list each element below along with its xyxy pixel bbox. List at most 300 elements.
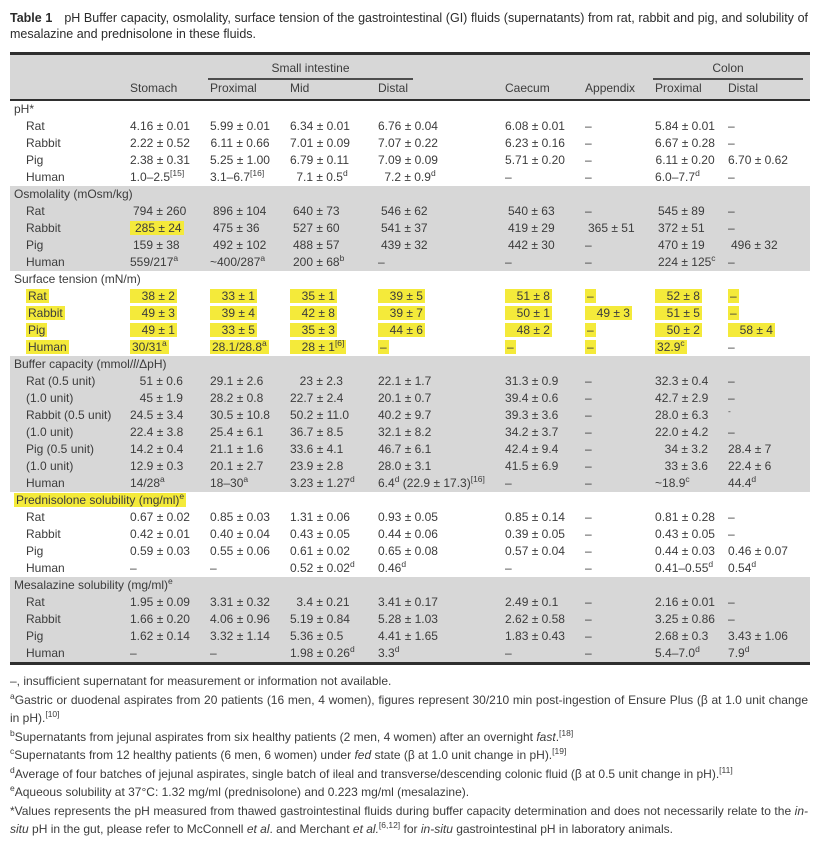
table-cell: 48 ± 2 [503,322,583,339]
table-row [10,645,810,664]
table-cell: – [585,170,592,184]
table-cell: 6.79 ± 0.11 [290,153,350,167]
table-cell: – [585,374,592,388]
table-cell: 39 ± 5 [376,288,503,305]
table-cell: 49 ± 3 [128,305,208,322]
table-cell: 52 ± 8 [653,288,726,305]
table-cell: – [728,425,735,439]
table-cell: – [728,612,735,626]
row-label: Pig [26,629,44,643]
table-cell: 22.0 ± 4.2 [655,425,709,439]
table-cell: 0.85 ± 0.14 [505,510,565,524]
table-row [10,628,810,645]
column-group-header [208,54,503,82]
table-cell: 0.93 ± 0.05 [378,510,438,524]
table-row [10,288,810,305]
row-label: Pig [26,238,44,252]
table-cell: 28.0 ± 6.3 [655,408,709,422]
table-cell: – [585,595,592,609]
table-cell: 51 ± 5 [653,305,726,322]
table-cell: 35 ± 1 [288,288,376,305]
table-cell: 28 ± 1[6] [288,339,376,356]
table-cell: 28.2 ± 0.8 [210,391,264,405]
table-cell: 2.38 ± 0.31 [130,153,190,167]
footnote: $^b$Supernatants from jejunal aspirates from six healthy patients (2 men, 4 women) after an overnight fast.[18] [10,727,574,744]
table-row [10,407,810,424]
table-cell: 30/31$^a$ [132,338,167,354]
table-cell: 0.46$^d$ [378,559,407,575]
table-cell: 42 ± 8 [288,305,376,322]
table-cell: 3.1–6.7[16] [210,168,265,184]
table-cell: – [728,510,735,524]
table-cell: 42.7 ± 2.9 [655,391,709,405]
column-group-label: Small intestine [208,61,413,80]
table-cell: 14.2 ± 0.4 [130,442,184,456]
table-cell: – [130,561,137,575]
table-row [10,152,810,169]
table-row [10,560,810,577]
table-row [10,594,810,611]
table-cell: 3.23 ± 1.27$^d$ [290,474,355,490]
table-cell: 5.36 ± 0.5 [290,629,344,643]
table-cell: 0.55 ± 0.06 [210,544,270,558]
table-cell: ~18.9$^c$ [655,474,690,490]
table-cell: 7.9$^d$ [728,644,750,660]
table-cell: 6.34 ± 0.01 [290,119,350,133]
table-cell: 24.5 ± 3.4 [130,408,184,422]
footnote: $^c$Supernatants from 12 healthy patients (6 men, 6 women) under fed state (β at 1.0 unit change in pH).[19] [10,746,567,762]
table-cell: 44 ± 6 [376,322,503,339]
table-cell: 7.1 ± 0.5$^d$ [296,168,348,184]
row-label: Rat [26,204,45,218]
table-cell: 0.65 ± 0.08 [378,544,438,558]
table-cell: – [505,646,512,660]
row-label: Human [26,170,65,184]
table-cell: 20.1 ± 0.7 [378,391,432,405]
footnotes [10,672,808,839]
table-cell: – [587,340,594,354]
row-label: Rabbit [26,136,61,150]
table-row [10,458,810,475]
table-cell: 25.4 ± 6.1 [210,425,264,439]
table-cell: 49 ± 3 [583,305,653,322]
table-cell: – [728,255,735,269]
table-cell: – [728,595,735,609]
table-cell: 0.57 ± 0.04 [505,544,565,558]
table-cell: 7.2 ± 0.9$^d$ [384,168,436,184]
table-cell: 896 ± 104 [212,204,267,218]
table-cell: – [585,544,592,558]
row-label: Pig [26,544,44,558]
column-header: Proximal [655,81,702,95]
table-cell: – [728,391,735,405]
table-cell: 492 ± 102 [212,238,267,252]
footnote: $^e$Aqueous solubility at 37°C: 1.32 mg/ml (prednisolone) and 0.223 mg/ml (mesalazine). [10,783,470,799]
table-cell: 488 ± 57 [292,238,340,252]
table-cell: 2.22 ± 0.52 [130,136,190,150]
table-cell: 0.85 ± 0.03 [210,510,270,524]
table-cell: 365 ± 51 [587,221,635,235]
table-cell: 3.25 ± 0.86 [655,612,715,626]
table-cell: 6.23 ± 0.16 [505,136,565,150]
table-cell: – [130,646,137,660]
table-cell: 4.41 ± 1.65 [378,629,438,643]
table-cell: – [730,289,737,303]
row-label: Human [26,646,65,660]
table-cell: 33 ± 3.6 [664,459,708,473]
table-cell: 2.49 ± 0.1 [505,595,559,609]
table-cell: 6.08 ± 0.01 [505,119,565,133]
table-cell: 29.1 ± 2.6 [210,374,264,388]
table-cell: 51 ± 0.6 [139,374,183,388]
table-cell: 527 ± 60 [292,221,340,235]
row-label: Rat (0.5 unit) [26,374,96,388]
row-label: Human [28,340,67,354]
table-cell: – [378,255,385,269]
table-cell: 3.3$^d$ [378,644,400,660]
table-cell: 3.32 ± 1.14 [210,629,270,643]
table-cell: 4.06 ± 0.96 [210,612,270,626]
table-cell: – [585,136,592,150]
section-header: Mesalazine solubility $(mg/ml)^e$ [14,576,173,592]
table-cell: 0.54$^d$ [728,559,757,575]
table-cell: 42.4 ± 9.4 [505,442,559,456]
table-cell: 51 ± 8 [503,288,583,305]
footnote: –, insufficient supernatant for measurement or information not available. [10,674,392,688]
table-cell: 0.44 ± 0.03 [655,544,715,558]
table-cell: – [728,204,735,218]
table-cell: 5.19 ± 0.84 [290,612,350,626]
table-cell: – [585,612,592,626]
table-cell: 3.31 ± 0.32 [210,595,270,609]
footnote: $^a$Gastric or duodenal aspirates from 20 patients (16 men, 4 women), figures represent 30/210 min post-ingestion of Ensure Plus (β at 1.0 unit change in pH).[10] [10,690,808,725]
table-cell: – [585,527,592,541]
table-cell: 6.11 ± 0.20 [655,153,715,167]
table-row [10,441,810,458]
table-row [10,203,810,220]
table-row [10,254,810,271]
table-cell: 0.41–0.55$^d$ [655,559,714,575]
section-header: Buffer capacity (mmol/l/ΔpH) [14,357,167,371]
table-cell: 419 ± 29 [507,221,555,235]
row-label: Rabbit (0.5 unit) [26,408,112,422]
table-cell: 5.84 ± 0.01 [655,119,715,133]
table-cell: ~400/287$^a$ [210,253,266,269]
column-header: Stomach [130,81,178,95]
table-cell: 0.67 ± 0.02 [130,510,190,524]
table-cell: 44.4$^d$ [728,474,757,490]
table-cell: – [585,561,592,575]
table-cell: – [585,204,592,218]
table-cell: – [728,527,735,541]
table-cell: 475 ± 36 [212,221,260,235]
table-cell: – [585,119,592,133]
table-cell: 3.4 ± 0.21 [296,595,350,609]
table-cell: 23 ± 2.3 [299,374,343,388]
table-cell: 33.6 ± 4.1 [290,442,344,456]
table-cell: – [728,374,735,388]
table-cell: 46.7 ± 6.1 [378,442,432,456]
table-cell: 31.3 ± 0.9 [505,374,559,388]
table-cell: – [585,476,592,490]
table-cell: – [728,119,735,133]
table-row [10,220,810,237]
column-group-spacer [503,54,653,82]
table-caption [10,10,808,42]
table-cell: 1.62 ± 0.14 [130,629,190,643]
row-label: (1.0 unit) [26,425,74,439]
table-cell: – [210,646,217,660]
table-cell: $200 \pm 68^b$ [292,253,345,269]
table-row [10,322,810,339]
table-cell: 439 ± 32 [380,238,428,252]
column-header: Distal [728,81,759,95]
table-cell: 1.31 ± 0.06 [290,510,350,524]
table-cell: 6.4$^d$ (22.9 ± 17.3)[16] [378,474,485,490]
column-group-header [653,54,810,82]
table-cell: 546 ± 62 [380,204,428,218]
table-cell: 33 ± 1 [208,288,288,305]
table-cell: 20.1 ± 2.7 [210,459,264,473]
table-cell: 28.0 ± 3.1 [378,459,432,473]
row-label: (1.0 unit) [26,391,74,405]
table-cell: 0.52 ± 0.02$^d$ [290,559,355,575]
table-cell: – [587,289,594,303]
footnote: *Values represents the pH measured from thawed gastrointestinal fluids during buffer capacity determination and does not necessarily relate to the in-situ pH in the gut, please refer to McConnell et al. and Merchant et al.[6,12] for in-situ gastrointestinal pH in laboratory animals. [10,803,808,836]
table-cell: 6.11 ± 0.66 [210,136,270,150]
table-cell: 442 ± 30 [507,238,555,252]
table-cell: – [585,510,592,524]
table-cell: 5.4–7.0$^d$ [655,644,700,660]
column-header: Caecum [505,81,550,95]
table-cell: 2.16 ± 0.01 [655,595,715,609]
table-cell: 159 ± 38 [132,238,180,252]
table-cell: 5.28 ± 1.03 [378,612,438,626]
table-cell: 2.62 ± 0.58 [505,612,565,626]
table-cell: – [585,391,592,405]
row-label: Rat [26,510,45,524]
table-cell: 7.01 ± 0.09 [290,136,350,150]
table-cell: 41.5 ± 6.9 [505,459,559,473]
table-cell: – [507,340,514,354]
table-row [10,611,810,628]
table-cell: 0.43 ± 0.05 [290,527,350,541]
table-cell: 50 ± 1 [503,305,583,322]
table-cell: 28.1/28.8$^a$ [212,338,267,354]
table-cell: 39.3 ± 3.6 [505,408,559,422]
table-cell: 34.2 ± 3.7 [505,425,559,439]
section-header: Osmolality (mOsm/kg) [14,187,133,201]
row-label: Human [26,255,65,269]
table-row [10,339,810,356]
table-cell: - [728,406,731,416]
table-cell: 22.4 ± 6 [728,459,772,473]
table-row [10,135,810,152]
table-cell: 5.99 ± 0.01 [210,119,270,133]
table-cell: 794 ± 260 [132,204,187,218]
table-cell: 541 ± 37 [380,221,428,235]
table-cell: 540 ± 63 [507,204,555,218]
table-cell: – [585,153,592,167]
table-cell: – [587,323,594,337]
table-cell: 545 ± 89 [657,204,705,218]
table-cell: 6.70 ± 0.62 [728,153,788,167]
table-cell: 39 ± 7 [376,305,503,322]
table-cell: 0.46 ± 0.07 [728,544,788,558]
row-label: Pig [28,323,46,337]
row-label: Rat [28,289,47,303]
footnote: $^d$Average of four batches of jejunal aspirates, single batch of ileal and transverse/descending colonic fluid (β at 0.5 unit change in pH).[11] [10,764,733,781]
table-cell: 49 ± 1 [128,322,208,339]
table-section [10,356,810,492]
row-label-column-header [10,81,128,100]
table-cell: 372 ± 51 [657,221,705,235]
table-cell: 6.67 ± 0.28 [655,136,715,150]
table-cell: 38 ± 2 [128,288,208,305]
table-cell: – [380,340,387,354]
table-cell: – [585,408,592,422]
table-cell: 33 ± 5 [208,322,288,339]
table-cell: – [585,646,592,660]
table-cell: 0.44 ± 0.06 [378,527,438,541]
table-cell: 0.40 ± 0.04 [210,527,270,541]
table-row [10,390,810,407]
table-cell: 34 ± 3.2 [664,442,708,456]
table-cell: 1.83 ± 0.43 [505,629,565,643]
table-cell: 7.07 ± 0.22 [378,136,438,150]
table-row [10,475,810,492]
table-cell: – [585,425,592,439]
table-cell: 22.7 ± 2.4 [290,391,344,405]
table-cell: 36.7 ± 8.5 [290,425,344,439]
table-cell: – [585,255,592,269]
table-cell: – [585,442,592,456]
table-row [10,118,810,135]
table-cell: – [505,561,512,575]
table-cell: 1.98 ± 0.26$^d$ [290,644,355,660]
table-cell: 1.0–2.5[15] [130,168,185,184]
column-header: Appendix [585,81,636,95]
table-cell: 18–30$^a$ [210,474,249,490]
column-group-label: Colon [653,61,803,80]
table-cell: 0.81 ± 0.28 [655,510,715,524]
table-row [10,169,810,186]
table-cell: 39 ± 4 [208,305,288,322]
table-row [10,237,810,254]
table-cell: – [728,340,735,354]
table-cell: 14/28$^a$ [130,474,165,490]
row-label: Rat [26,119,45,133]
table-cell: 32.9$^c$ [657,338,685,354]
table-cell: 559/217$^a$ [130,253,179,269]
table-cell: – [728,170,735,184]
table-cell: 58 ± 4 [726,322,810,339]
section-header: pH* [14,102,35,116]
table-cell: 496 ± 32 [730,238,778,252]
row-label: Rabbit [26,612,61,626]
table-cell: 2.68 ± 0.3 [655,629,709,643]
table-section [10,186,810,271]
table-cell: 32.1 ± 8.2 [378,425,432,439]
table-cell: 22.1 ± 1.7 [378,374,432,388]
table-cell: 50.2 ± 11.0 [290,408,350,422]
table-cell: 5.71 ± 0.20 [505,153,565,167]
table-row [10,305,810,322]
table-cell: 30.5 ± 10.8 [210,408,270,422]
table-cell: $224 \pm 125^c$ [657,253,716,269]
row-label: (1.0 unit) [26,459,74,473]
table-cell: – [210,561,217,575]
table-cell: 22.4 ± 3.8 [130,425,184,439]
table-section [10,577,810,664]
table-caption-label: Table 1 [10,11,53,25]
row-label: Rat [26,595,45,609]
table-cell: 50 ± 2 [653,322,726,339]
table-row [10,509,810,526]
table-cell: 12.9 ± 0.3 [130,459,184,473]
table-cell: 6.76 ± 0.04 [378,119,438,133]
table-cell: 40.2 ± 9.7 [378,408,432,422]
row-label: Pig (0.5 unit) [26,442,95,456]
table-cell: 28.4 ± 7 [728,442,772,456]
table-cell: 23.9 ± 2.8 [290,459,344,473]
table-cell: 3.43 ± 1.06 [728,629,788,643]
data-table [10,52,810,665]
table-cell: 0.39 ± 0.05 [505,527,565,541]
table-section [10,100,810,186]
table-cell: 4.16 ± 0.01 [130,119,190,133]
table-header [10,54,810,101]
table-cell: 5.25 ± 1.00 [210,153,270,167]
table-caption-text: pH Buffer capacity, osmolality, surface tension of the gastrointestinal (GI) fluids (supernatants) from rat, rabbit and pig, and solubility of mesalazine and prednisolone in these fluids. [10,11,808,41]
table-cell: – [505,170,512,184]
table-cell: – [730,306,737,320]
table-row [10,424,810,441]
table-cell: – [728,221,735,235]
table-cell: 640 ± 73 [292,204,340,218]
row-label: Rabbit [26,221,61,235]
table-cell: 3.41 ± 0.17 [378,595,438,609]
table-cell: 7.09 ± 0.09 [378,153,438,167]
table-cell: 470 ± 19 [657,238,705,252]
table-cell: 39.4 ± 0.6 [505,391,559,405]
table-cell: – [585,629,592,643]
table-cell: 21.1 ± 1.6 [210,442,264,456]
table-cell: – [505,476,512,490]
table-cell: 35 ± 3 [288,322,376,339]
section-header: Surface tension (mN/m) [14,272,141,286]
row-label: Human [26,476,65,490]
table-row [10,543,810,560]
table-cell: 0.42 ± 0.01 [130,527,190,541]
table-section [10,271,810,356]
table-cell: – [585,238,592,252]
table-row [10,526,810,543]
row-label: Rabbit [28,306,63,320]
column-header: Proximal [210,81,257,95]
row-label: Human [26,561,65,575]
table-cell: – [585,459,592,473]
table-cell: 6.0–7.7$^d$ [655,168,700,184]
section-header: Prednisolone solubility $(mg/ml)^e$ [16,491,185,507]
table-cell: 285 ± 24 [128,220,208,237]
row-label: Rabbit [26,527,61,541]
table-cell: 1.66 ± 0.20 [130,612,190,626]
table-cell: 0.61 ± 0.02 [290,544,350,558]
table-row [10,373,810,390]
column-header: Mid [290,81,310,95]
table-cell: 1.95 ± 0.09 [130,595,190,609]
